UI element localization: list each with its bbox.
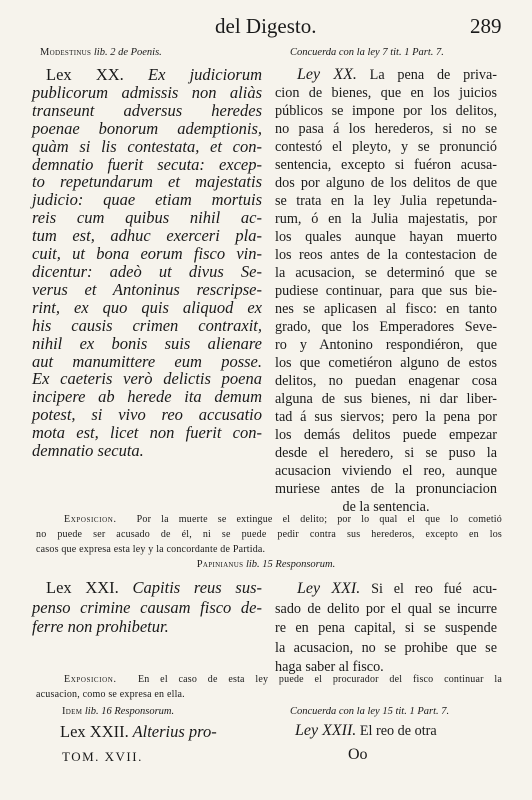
page-number: 289: [470, 14, 502, 38]
source-citation-lex22: [62, 706, 174, 717]
latin-line: ferre non prohibetur.: [32, 617, 169, 636]
latin-text-lex22: [32, 722, 262, 742]
latin-line: tum est, adhuc exerceri pla-: [32, 226, 262, 246]
latin-line: reis cum quibus nihil ac-: [32, 208, 262, 228]
spanish-line: públicos se impone por los delitos,: [275, 103, 497, 119]
exposicion-label: Exposicion.: [64, 674, 117, 685]
latin-line: incipere ab herede ita demum: [32, 387, 262, 407]
spanish-line: El reo de otra: [359, 723, 437, 739]
exposicion-lex21: [36, 672, 502, 702]
spanish-line: no pasa á los herederos, si no se: [275, 121, 497, 137]
exposicion-line: casos que expresa esta ley y la concordante de Partida.: [36, 544, 266, 555]
latin-line: aut manumittere eum posse.: [32, 351, 262, 371]
spanish-line: dos por alguno de los delitos de que: [275, 175, 497, 191]
concordance-lex20: Concuerda con la ley 7 tit. 1 Part. 7.: [290, 47, 444, 58]
latin-line: potest, si vivo reo accusatio: [32, 405, 262, 425]
spanish-line: los quales aunque hayan muerto: [275, 229, 497, 245]
exposicion-line: acusacion, como se expresa en ella.: [36, 689, 185, 700]
source-citation-lex20: [40, 47, 162, 58]
spanish-line: sado de delito por el qual se incurre: [275, 600, 497, 617]
running-header: [0, 14, 532, 44]
latin-line: poenae bonorum ademptionis,: [32, 118, 262, 138]
latin-line: demnatio secuta.: [32, 441, 144, 461]
latin-line: Lex XXI. Capitis reus sus-: [46, 578, 262, 597]
latin-line: verus et Antoninus rescripse-: [32, 279, 262, 299]
exposicion-line: Exposicion. Por la muerte se extingue el delito; por lo qual el que lo cometió: [64, 514, 502, 525]
latin-text-lex20: [32, 66, 262, 460]
latin-text-lex21: [32, 578, 262, 637]
exposicion-line: Exposicion. En el caso de esta ley puede el procurador del fisco continuar la: [64, 674, 502, 685]
latin-line: dicentur: adeò ut divus Se-: [32, 261, 262, 281]
source-author: Modestinus: [40, 47, 92, 58]
spanish-line: la acusacion, se determinó que se: [275, 265, 497, 281]
source-citation-lex21: [0, 559, 532, 570]
spanish-line: contestó el pleyto, y se pronunció: [275, 139, 497, 155]
latin-line: penso crimine causam fisco de-: [32, 597, 262, 617]
spanish-line: nes se aplicasen al fisco: en tanto: [275, 301, 497, 317]
spanish-line: cion de bienes, que en los juicios: [275, 85, 497, 101]
spanish-line: desde el heredero, si se puso la: [275, 445, 497, 461]
exposicion-lex20: [36, 512, 502, 557]
latin-line: Alterius pro-: [132, 722, 217, 741]
latin-line: nihil ex bonis suis alienare: [32, 333, 262, 353]
spanish-line: alguna de sus bienes, ni dar liber-: [275, 391, 497, 407]
spanish-line: acusacion viviendo el reo, aunque: [275, 463, 497, 479]
latin-line: demnatio fuerit secuta: excep-: [32, 154, 262, 174]
spanish-line: tad á sus siervos; pero la pena por: [275, 409, 497, 425]
latin-line: Lex XX. Ex judiciorum: [46, 65, 262, 84]
spanish-line: delitos, no puedan enagenar cosa: [275, 373, 497, 389]
spanish-line: sentencia, excepto si fuéron acusa-: [275, 157, 497, 173]
spanish-line: los reos antes de la contestacion de: [275, 247, 497, 263]
spanish-line: los que cometiéron alguno de estos: [275, 355, 497, 371]
spanish-text-lex22: [275, 722, 497, 740]
law-number: Lex XXI.: [46, 578, 119, 597]
latin-line: publicorum admissis non aliàs: [32, 82, 262, 102]
spanish-line: haga saber al fisco.: [275, 659, 384, 675]
latin-line: Ex caeteris verò delictis poena: [32, 369, 262, 389]
law-number: Ley XX.: [297, 66, 357, 83]
exposicion-line: no puede ser acusado de él, ni se puede pedir contra sus herederos, excepto en los: [36, 529, 502, 540]
source-ref: lib. 2 de Poenis.: [93, 47, 162, 58]
volume-mark: TOM. XVII.: [62, 749, 143, 764]
spanish-line: los demás delitos puede empezar: [275, 427, 497, 443]
spanish-line: se trata en la ley Julia repetunda-: [275, 193, 497, 209]
latin-line: rint, ex quo quis aliquod ex: [32, 297, 262, 317]
concordance-lex22: Concuerda con la ley 15 tit. 1 Part. 7.: [290, 706, 450, 717]
source-author: Papinianus: [196, 559, 244, 570]
spanish-line: muriese antes de la pronunciacion: [275, 481, 497, 497]
law-number: Lex XX.: [46, 65, 124, 84]
latin-line: mota est, licet non fuerit con-: [32, 423, 262, 443]
spanish-line: rum, ó en la Julia majestatis, por: [275, 211, 497, 227]
spanish-line: pudiese continuar, para que sus bie-: [275, 283, 497, 299]
spanish-line: Ley XXI. Si el reo fué acu-: [297, 580, 498, 597]
source-ref: lib. 15 Responsorum.: [245, 559, 336, 570]
law-number: Lex XXII.: [60, 722, 129, 741]
spanish-line: de la sentencia.: [342, 499, 430, 515]
latin-line: judicio: quae etiam mortuis: [32, 190, 262, 210]
spanish-line: la acusacion, no se prohibe que se: [275, 639, 497, 656]
latin-line: quàm si lis contestata, et con-: [32, 136, 262, 156]
spanish-line: Ley XX. La pena de priva-: [297, 66, 498, 83]
latin-line: to repetundarum et majestatis: [32, 172, 262, 192]
latin-line: transeunt adversus heredes: [32, 100, 262, 120]
spanish-line: ro y Antonino respondiéron, que: [275, 337, 497, 353]
latin-line: his causis crimen contraxit,: [32, 315, 262, 335]
spanish-line: re en pena capital, si se suspende: [275, 620, 497, 636]
signature-mark: Oo: [348, 746, 368, 763]
exposicion-label: Exposicion.: [64, 514, 117, 525]
spanish-line: grado, que los Emperadores Seve-: [275, 319, 497, 335]
law-number: Ley XXI.: [297, 580, 361, 597]
running-title: del Digesto.: [215, 14, 317, 38]
law-number: Ley XXII.: [295, 722, 357, 739]
latin-line: cuit, ut bona eorum fisco vin-: [32, 244, 262, 264]
source-ref: lib. 16 Responsorum.: [84, 706, 175, 717]
source-author: Idem: [62, 706, 83, 717]
spanish-text-lex21: [275, 579, 497, 678]
spanish-text-lex20: [275, 66, 497, 516]
